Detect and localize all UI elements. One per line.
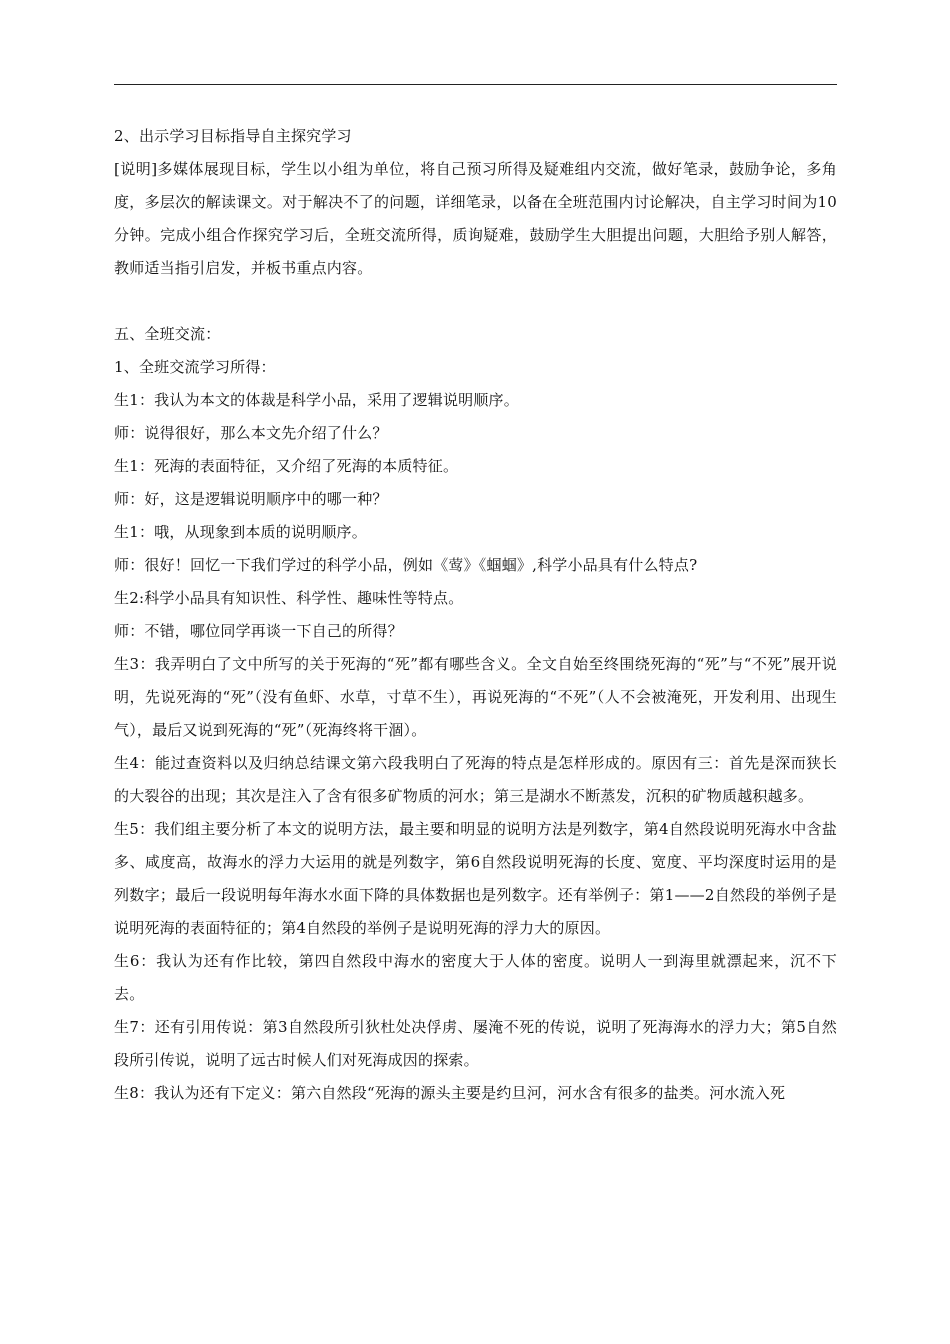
dialogue-line: 生3：我弄明白了文中所写的关于死海的“死”都有哪些含义。全文自始至终围绕死海的“死”与“不死”展开说明，先说死海的“死”（没有鱼虾、水草，寸草不生），再说死海的“不死”（人不会被淹死，开发利用、出现生气），最后又说到死海的“死”（死海终将干涸）。	[114, 655, 837, 739]
dialogue-line: 师：很好！回忆一下我们学过的科学小品，例如《莺》《蝈蝈》,科学小品具有什么特点?	[114, 556, 698, 574]
dialogue-line: 生1：死海的表面特征，又介绍了死海的本质特征。	[114, 457, 459, 475]
dialogue-line: 师：好，这是逻辑说明顺序中的哪一种？	[114, 490, 388, 508]
dialogue-line: 生4：能过查资料以及归纳总结课文第六段我明白了死海的特点是怎样形成的。原因有三：首先是深而狭长的大裂谷的出现；其次是注入了含有很多矿物质的河水；第三是湖水不断蒸发，沉积的矿物质越积越多。	[114, 754, 837, 805]
dialogue-line: 生1：哦，从现象到本质的说明顺序。	[114, 523, 367, 541]
paragraph-spacer	[114, 285, 837, 318]
section-heading-5: 五、全班交流：	[114, 325, 221, 343]
subheading-class-exchange: 1、全班交流学习所得：	[114, 358, 276, 376]
section-heading-2: 2、出示学习目标指导自主探究学习	[114, 127, 352, 145]
dialogue-line: 生7：还有引用传说：第3自然段所引狄杜处决俘虏、屡淹不死的传说，说明了死海海水的浮力大；第5自然段所引传说，说明了远古时候人们对死海成因的探索。	[114, 1018, 837, 1069]
dialogue-line: 生8：我认为还有下定义：第六自然段“死海的源头主要是约旦河，河水含有很多的盐类。河水流入死	[114, 1084, 786, 1102]
dialogue-line: 生6：我认为还有作比较，第四自然段中海水的密度大于人体的密度。说明人一到海里就漂起来，沉不下去。	[114, 952, 837, 1003]
dialogue-line: 生2:科学小品具有知识性、科学性、趣味性等特点。	[114, 589, 464, 607]
dialogue-line: 生1：我认为本文的体裁是科学小品，采用了逻辑说明顺序。	[114, 391, 519, 409]
dialogue-line: 师：说得很好，那么本文先介绍了什么？	[114, 424, 388, 442]
header-divider	[114, 84, 837, 85]
explanation-paragraph: [说明]多媒体展现目标，学生以小组为单位，将自己预习所得及疑难组内交流，做好笔录，鼓励争论，多角度，多层次的解读课文。对于解决不了的问题，详细笔录，以备在全班范围内讨论解决，自主学习时间为10分钟。完成小组合作探究学习后，全班交流所得，质询疑难，鼓励学生大胆提出问题，大胆给予别人解答，教师适当指引启发，并板书重点内容。	[114, 160, 837, 277]
document-body	[114, 120, 837, 1110]
dialogue-line: 师：不错，哪位同学再谈一下自己的所得？	[114, 622, 403, 640]
dialogue-line: 生5：我们组主要分析了本文的说明方法，最主要和明显的说明方法是列数字，第4自然段说明死海水中含盐多、咸度高，故海水的浮力大运用的就是列数字，第6自然段说明死海的长度、宽度、平均深度时运用的是列数字；最后一段说明每年海水水面下降的具体数据也是列数字。还有举例子：第1——2自然段的举例子是说明死海的表面特征的；第4自然段的举例子是说明死海的浮力大的原因。	[114, 820, 837, 937]
